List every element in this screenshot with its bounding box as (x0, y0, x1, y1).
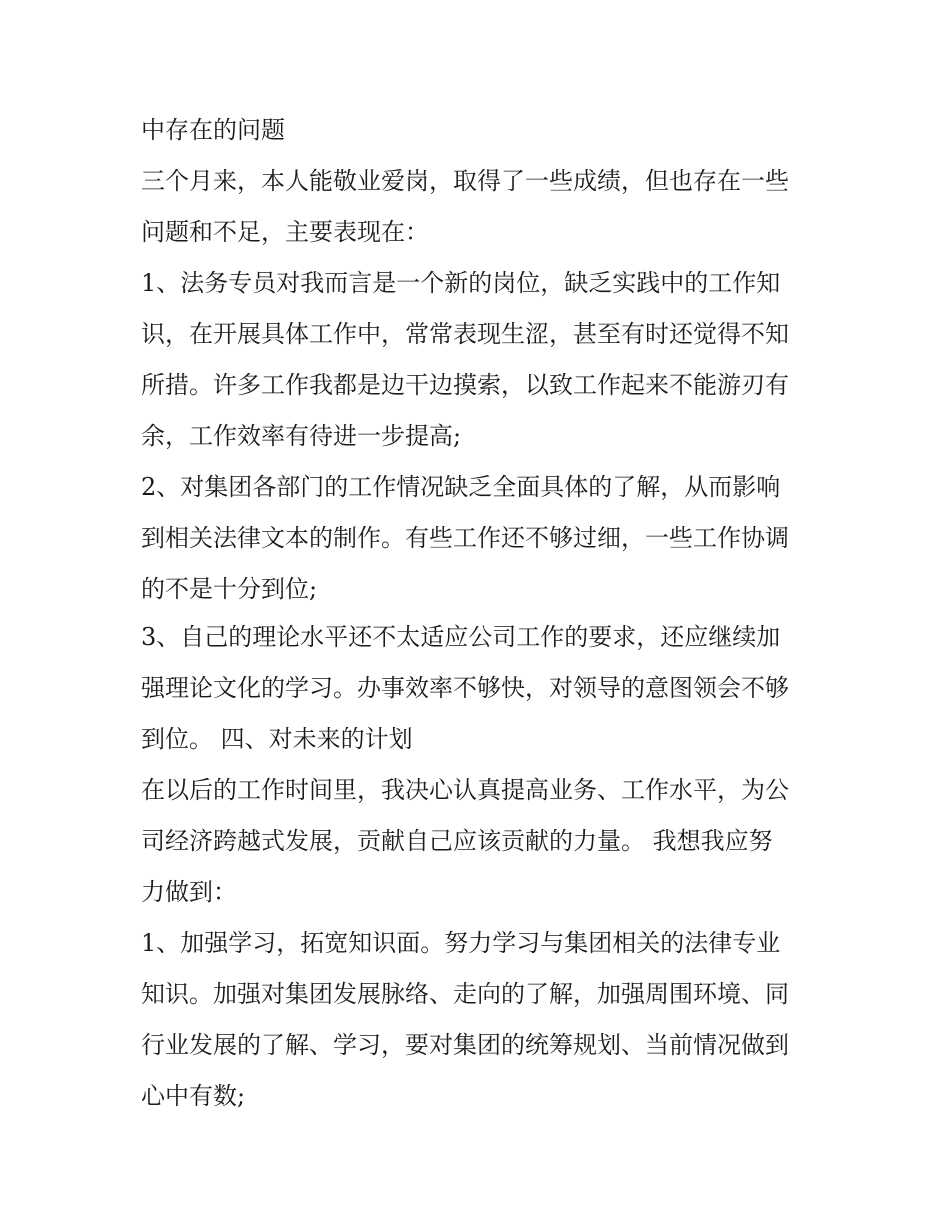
text-line: 1、法务专员对我而言是一个新的岗位，缺乏实践中的工作知 (141, 269, 781, 297)
text-line: 在以后的工作时间里，我决心认真提高业务、工作水平，为公 (141, 776, 789, 804)
text-line: 的不是十分到位; (141, 575, 318, 603)
text-line: 识，在开展具体工作中，常常表现生涩，甚至有时还觉得不知 (141, 320, 789, 348)
text-line: 问题和不足，主要表现在： (141, 218, 429, 246)
text-line: 司经济跨越式发展，贡献自己应该贡献的力量。 我想我应努 (141, 827, 773, 855)
text-line: 知识。加强对集团发展脉络、走向的了解，加强周围环境、同 (141, 980, 789, 1008)
text-line: 2、对集团各部门的工作情况缺乏全面具体的了解，从而影响 (141, 473, 781, 501)
text-line: 到位。 四、对未来的计划 (141, 725, 413, 753)
text-line: 力做到： (141, 878, 237, 906)
text-line: 3、自己的理论水平还不太适应公司工作的要求，还应继续加 (141, 623, 781, 651)
text-line: 行业发展的了解、学习，要对集团的统筹规划、当前情况做到 (141, 1031, 789, 1059)
text-line: 强理论文化的学习。办事效率不够快，对领导的意图领会不够 (141, 674, 789, 702)
text-line: 1、加强学习，拓宽知识面。努力学习与集团相关的法律专业 (141, 929, 781, 957)
text-line: 所措。许多工作我都是边干边摸索，以致工作起来不能游刃有 (141, 371, 789, 399)
text-line: 三个月来，本人能敬业爱岗，取得了一些成绩，但也存在一些 (141, 167, 789, 195)
text-line: 中存在的问题 (141, 116, 285, 144)
text-line: 余，工作效率有待进一步提高; (141, 422, 462, 450)
text-line: 到相关法律文本的制作。有些工作还不够过细，一些工作协调 (141, 524, 789, 552)
text-line: 心中有数; (141, 1082, 246, 1110)
